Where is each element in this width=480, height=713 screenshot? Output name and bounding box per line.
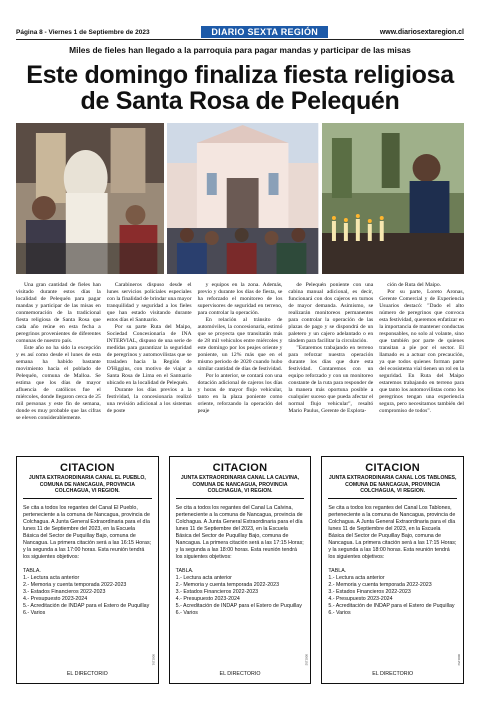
agenda-item: 1.- Lectura acta anterior	[175, 574, 232, 581]
agenda-item: 5.- Acreditación de INDAP para el Estero de Puquillay	[328, 602, 455, 609]
notice-agenda	[328, 568, 457, 617]
notice-canal-los-tablones	[321, 456, 464, 684]
paragraph: ción de Ruta del Maipo.	[387, 282, 442, 288]
agenda-item: 6.- Varios	[175, 609, 198, 616]
page-info: Página 8 - Viernes 1 de Septiembre de 2023	[16, 28, 150, 36]
agenda-item: 2.- Memoria y cuenta temporada 2022-2023	[328, 581, 432, 588]
paragraph: Una gran cantidad de fieles han visitado durante estos días la localidad de Pelequén para pagar mandas y participar de las misas en conmemoración de la tradicional fiesta religiosa de Santa Rosa que cada año reúne en esta fecha a peregrinos provenientes de diferentes comunas de nuestro país.	[16, 282, 101, 344]
notice-body: Se cita a todos los regantes del Canal El Pueblo, perteneciente a la comuna de Nancagua, provincia de Colchagua. A Junta General Extraordinaria para el día lunes 11 de Septiembre del 2023, en la Escuela Básica del Sector de Puquillay Bajo, comuna de Nancagua. La primera citación será a las 16:15 Horas; y la segunda a las 17:00 horas. Esta reunión tendrá los siguientes objetivos:	[23, 504, 152, 560]
paragraph: y equipos en la zona. Además, previo y durante los días de fiesta, se ha reforzado el monitoreo de los supervisores de seguridad en terreno, para controlar la operación.	[197, 282, 283, 316]
paragraph: Carabineros dispuso desde el lunes servicios policiales especiales con la finalidad de brindar una mayor tranquilidad y seguridad a los fieles que han estado visitando durante estos días el Santuario.	[106, 282, 192, 323]
photo-pilgrims-candles	[322, 123, 464, 274]
agenda-item: 3.- Estados Financieros 2022-2023	[328, 588, 411, 595]
notice-subtitle: JUNTA EXTRAORDINARIA CANAL LOS TABLONES, COMUNA DE NANCAGUA, PROVINCIA COLCHAGUA, VI REGION.	[328, 475, 457, 499]
article-column-4	[288, 282, 373, 452]
agenda-title: TABLA.	[328, 567, 347, 574]
agenda-item: 1.- Lectura acta anterior	[23, 574, 80, 581]
agenda-item: 4.- Presupuesto 2023-2024	[328, 595, 393, 602]
article-column-3	[198, 282, 283, 452]
notice-ref: 0001153	[457, 653, 462, 665]
notice-signature: EL DIRECTORIO	[66, 671, 108, 677]
article-column-2	[107, 282, 192, 452]
agenda-item: 6.- Varios	[328, 609, 351, 616]
paragraph: de Pelequén poniente con una cabina manual adicional, es decir, funcionará con dos cajeros en turnos de mayor demanda. Asimismo, se realizarán monitoreos permanentes para controlar la operación de las plazas de pago y se dispondrá de un paletero y un cajero adelantado o en tándem para facilitar la circulación.	[288, 282, 374, 344]
notice-body: Se cita a todos los regantes del Canal La Calvina, perteneciente a la comuna de Nancagua, provincia de Colchagua. A Junta General Extraordinaria para el día lunes 11 de Septiembre del 2023, en la Escuela Básica del Sector de Puquillay Bajo, comuna de Nancagua. La primera citación será a las 17:15 Horas; y la segunda a las 18:00 horas. Esta reunión tendrá los siguientes objetivos:	[175, 504, 304, 560]
article-body	[16, 282, 464, 452]
headline-line-1: Este domingo finaliza fiesta religiosa	[26, 61, 454, 89]
notice-signature: EL DIRECTORIO	[219, 671, 261, 677]
agenda-item: 2.- Memoria y cuenta temporada 2022-2023	[175, 581, 280, 588]
story-kicker: Miles de fieles han llegado a la parroquia para pagar mandas y participar de las misas	[69, 45, 411, 55]
paragraph: Por lo anterior, se contará con una dotación adicional de cajeros los días y horas de mayor flujo vehicular, tanto en la plaza poniente como oriente, reforzando la operación del peaje	[197, 373, 283, 414]
photo-strip	[16, 123, 464, 274]
agenda-item: 3.- Estados Financieros 2022-2023	[175, 588, 259, 595]
photo-santuario-facade	[167, 123, 318, 274]
page-header	[16, 26, 464, 38]
newspaper-masthead: DIARIO SEXTA REGIÓN	[201, 26, 328, 38]
agenda-item: 6.- Varios	[23, 609, 46, 616]
story-headline	[16, 62, 464, 114]
legal-notices	[16, 456, 464, 684]
paragraph: Durante los días previos a la festividad, la concesionaria realizó una revisión adicional a los sistemas de poste	[106, 387, 192, 414]
headline-line-2: de Santa Rosa de Pelequén	[80, 87, 400, 115]
notice-title: CITACION	[59, 462, 115, 474]
notice-canal-el-pueblo	[16, 456, 159, 684]
article-column-1	[16, 282, 101, 452]
notice-ref: 0001152	[304, 653, 309, 665]
paragraph: Por su parte, Loreto Aronas, Gerente Comercial y de Experiencia Usuarios destacó: "Dado el alto número de peregrinos que convoca esta festividad, queremos enfatizar en la importancia de mantener conductas responsables, no solo al volante, sino que también por parte de quienes transitan a pie por el sector. El llamado es a actuar con precaución, ya que todos quienes forman parte del ecosistema vial tienen un rol en la seguridad. En Ruta del Maipo estaremos trabajando en terreno para que tanto los automovilistas como los peregrinos tengan una experiencia segura, pero necesitamos también del compromiso de todos".	[379, 289, 464, 414]
agenda-title: TABLA.	[23, 567, 41, 574]
paragraph: Este año no ha sido la excepción y es así como desde el lunes de esta semana ha habido bastante movimiento hacia el poblado de Pelequén, comuna de Malloa. Se estima que los días de mayor afluencia de católicos fue el miércoles, donde llegaron cerca de 25 mil personas y este fin de semana, donde es muy probable que las cifras se eleven considerablemente.	[16, 345, 101, 421]
article-column-5	[379, 282, 464, 452]
website-link[interactable]: www.diariosextaregion.cl	[379, 28, 464, 36]
agenda-item: 5.- Acreditación de INDAP para el Estero de Puquillay	[23, 602, 150, 609]
photo-altar-santa-rosa	[16, 123, 164, 274]
notice-title: CITACION	[212, 462, 268, 474]
agenda-item: 2.- Memoria y cuenta temporada 2022-2023	[23, 581, 127, 588]
notice-subtitle: JUNTA EXTRAORDINARIA CANAL EL PUEBLO, COMUNA DE NANCAGUA, PROVINCIA COLCHAGUA, VI REGION.	[23, 475, 152, 499]
notice-agenda	[23, 568, 152, 617]
agenda-item: 4.- Presupuesto 2023-2024	[175, 595, 240, 602]
notice-body: Se cita a todos los regantes del Canal Los Tablones, perteneciente a la comuna de Nancagua, provincia de Colchagua. A Junta General Extraordinaria para el día lunes 11 de Septiembre del 2023, en la Escuela Básica del Sector de Puquillay Bajo, comuna de Nancagua. La primera citación será a las 17:15 Horas; y la segunda a las 18:00 horas. Esta reunión tendrá los siguientes objetivos:	[328, 504, 457, 560]
agenda-item: 1.- Lectura acta anterior	[328, 574, 385, 581]
notice-subtitle: JUNTA EXTRAORDINARIA CANAL LA CALVINA, COMUNA DE NANCAGUA, PROVINCIA COLCHAGUA, VI REGION.	[176, 475, 305, 499]
paragraph: "Estaremos trabajando en terreno para reforzar nuestra operación durante los días que dure esta festividad. Contaremos con un equipo reforzado y con un monitoreo constante de la ruta para responder de la manera más oportuna posible a cualquier suceso que pueda afectar el normal flujo vehicular", resaltó Mario Paulus, Gerente de Explota-	[288, 345, 374, 414]
notice-signature: EL DIRECTORIO	[372, 671, 414, 677]
notice-title: CITACION	[365, 462, 421, 474]
notice-agenda	[176, 568, 305, 617]
agenda-item: 3.- Estados Financieros 2022-2023	[23, 588, 106, 595]
agenda-title: TABLA.	[175, 567, 194, 574]
agenda-item: 5.- Acreditación de INDAP para el Estero de Puquillay	[175, 602, 302, 609]
notice-ref: 0001151	[151, 653, 156, 665]
paragraph: Por su parte Ruta del Maipo, Sociedad Concesionaria de INA INTERVIAL, dispuso de una serie de medidas para garantizar la seguridad de peregrinos y automovilistas que se trasladen hacia la Región de O'Higgins, con motivo de viajar a Santa Rosa de Lima en el Santuario ubicado en la localidad de Pelequén.	[106, 324, 192, 386]
paragraph: En relación al tránsito de automóviles, la concesionaria, estimó que se proyecta que transitarán más de 28 mil vehículos entre miércoles y este domingo por los peajes oriente y poniente, un 12% más que en el mismo periodo de 2020 cuando hubo similar cantidad de días de festividad.	[197, 317, 283, 372]
notice-canal-la-calvina	[169, 456, 312, 684]
agenda-item: 4.- Presupuesto 2023-2024	[23, 595, 88, 602]
header-rule	[16, 39, 464, 40]
